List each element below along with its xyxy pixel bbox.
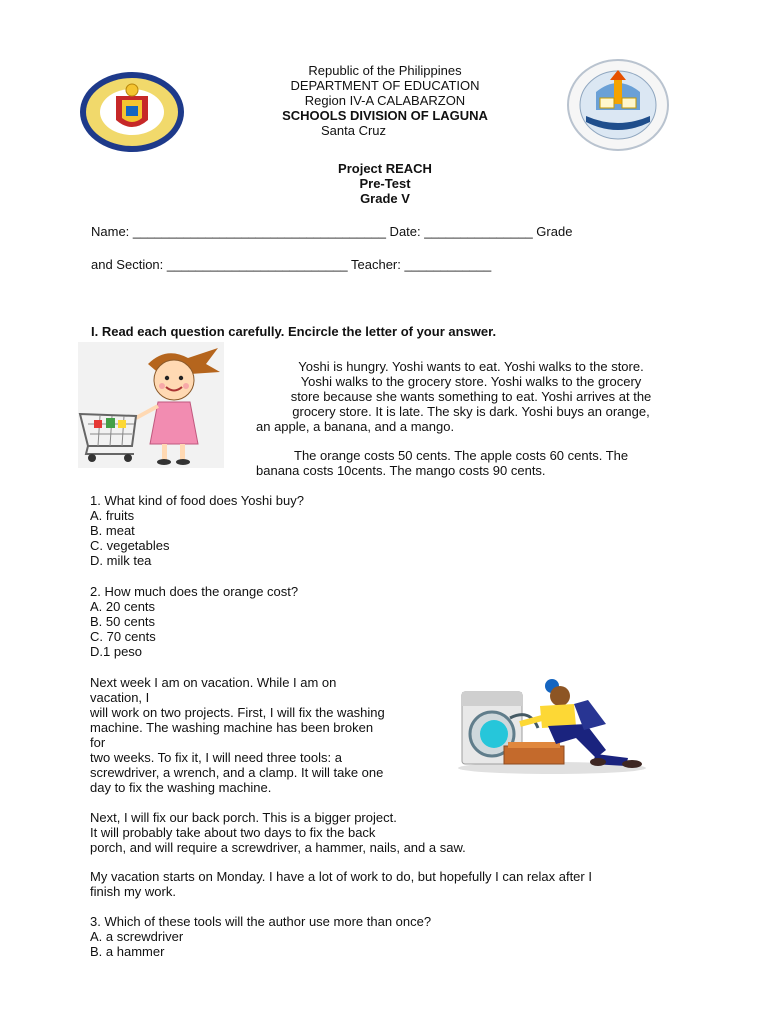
story2b-line: Next, I will fix our back porch. This is a bigger project.: [90, 810, 397, 825]
story2c-line: finish my work.: [90, 884, 176, 899]
q2-option-b[interactable]: B. 50 cents: [90, 614, 156, 629]
q1-option-a[interactable]: A. fruits: [90, 508, 135, 523]
story2b-line: porch, and will require a screwdriver, a hammer, nails, and a saw.: [90, 840, 466, 855]
girl-shopping-cart-illustration: [78, 342, 224, 468]
story2-line: Next week I am on vacation. While I am on: [90, 675, 337, 690]
story2-line: day to fix the washing machine.: [90, 780, 272, 795]
story1-line: an apple, a banana, and a mango.: [256, 419, 455, 434]
story1-line: Yoshi walks to the grocery store. Yoshi walks to the grocery: [300, 374, 642, 389]
q1-question: 1. What kind of food does Yoshi buy?: [90, 493, 304, 508]
story2-line: vacation, I: [90, 690, 150, 705]
title-project: Project REACH: [338, 161, 432, 176]
story2b-line: It will probably take about two days to fix the back: [90, 825, 376, 840]
story1b-line: banana costs 10cents. The mango costs 90 cents.: [256, 463, 546, 478]
q1-option-b[interactable]: B. meat: [90, 523, 135, 538]
title-pretest: Pre-Test: [359, 176, 411, 191]
deped-seal-logo: [78, 70, 186, 154]
header-city: Santa Cruz: [321, 123, 387, 138]
instruction-heading: I. Read each question carefully. Encircle the letter of your answer.: [91, 324, 497, 339]
q1-option-c[interactable]: C. vegetables: [90, 538, 170, 553]
q2-option-d[interactable]: D.1 peso: [90, 644, 143, 659]
header-line-region: Region IV-A CALABARZON: [304, 93, 466, 108]
header-line-department: DEPARTMENT OF EDUCATION: [290, 78, 480, 93]
q3-option-a[interactable]: A. a screwdriver: [90, 929, 184, 944]
story2c-line: My vacation starts on Monday. I have a lot of work to do, but hopefully I can relax after I: [90, 869, 592, 884]
form-name-date-line[interactable]: Name: ___________________________________ Date: _______________ Grade: [91, 224, 573, 239]
header-division: SCHOOLS DIVISION OF LAGUNA: [282, 108, 488, 123]
division-laguna-seal-logo: [566, 58, 670, 152]
story1-line: grocery store. It is late. The sky is dark. Yoshi buys an orange,: [292, 404, 650, 419]
washing-machine-repair-illustration: [456, 678, 648, 776]
story2-line: will work on two projects. First, I will fix the washing: [90, 705, 385, 720]
q1-option-d[interactable]: D. milk tea: [90, 553, 152, 568]
story1-line: store because she wants something to eat. Yoshi arrives at the: [290, 389, 652, 404]
q2-question: 2. How much does the orange cost?: [90, 584, 299, 599]
q3-option-b[interactable]: B. a hammer: [90, 944, 165, 959]
story1-line: Yoshi is hungry. Yoshi wants to eat. Yoshi walks to the store.: [298, 359, 644, 374]
story2-line: machine. The washing machine has been broken: [90, 720, 374, 735]
header-line-republic: Republic of the Philippines: [308, 63, 462, 78]
story2-line: two weeks. To fix it, I will need three tools: a: [90, 750, 342, 765]
story2-line: screwdriver, a wrench, and a clamp. It will take one: [90, 765, 384, 780]
story2-line: for: [90, 735, 106, 750]
q2-option-c[interactable]: C. 70 cents: [90, 629, 156, 644]
q2-option-a[interactable]: A. 20 cents: [90, 599, 156, 614]
story1b-line: The orange costs 50 cents. The apple costs 60 cents. The: [294, 448, 629, 463]
title-grade: Grade V: [360, 191, 410, 206]
q3-question: 3. Which of these tools will the author use more than once?: [90, 914, 432, 929]
form-section-teacher-line[interactable]: and Section: _________________________ Teacher: ____________: [91, 257, 492, 272]
